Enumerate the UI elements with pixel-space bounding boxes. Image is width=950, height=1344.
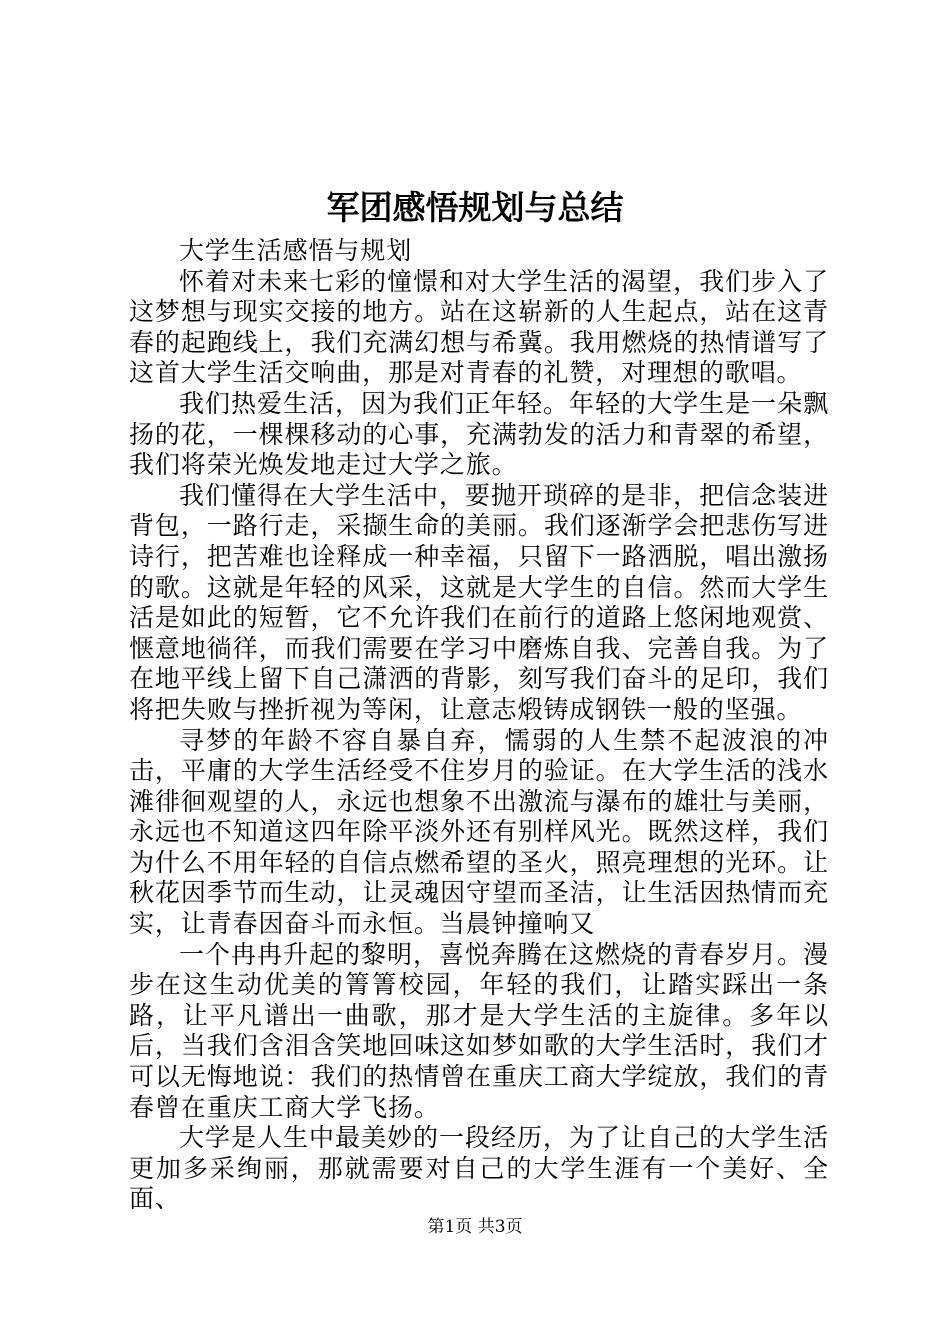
document-body bbox=[129, 236, 829, 1215]
body-paragraph: 大学是人生中最美妙的一段经历，为了让自己的大学生活更加多采绚丽，那就需要对自己的大学生涯有一个美好、全面、 bbox=[129, 1123, 829, 1214]
body-paragraph: 一个冉冉升起的黎明，喜悦奔腾在这燃烧的青春岁月。漫步在这生动优美的箐箐校园，年轻的我们，让踏实踩出一条路，让平凡谱出一曲歌，那才是大学生活的主旋律。多年以后，当我们含泪含笑地回味这如梦如歌的大学生活时，我们才可以无悔地说：我们的热情曾在重庆工商大学绽放，我们的青春曾在重庆工商大学飞扬。 bbox=[129, 939, 829, 1122]
body-paragraph: 寻梦的年龄不容自暴自弃，懦弱的人生禁不起波浪的冲击，平庸的大学生活经受不住岁月的验证。在大学生活的浅水滩徘徊观望的人，永远也想象不出激流与瀑布的雄壮与美丽，永远也不知道这四年除平淡外还有别样风光。既然这样，我们为什么不用年轻的自信点燃希望的圣火，照亮理想的光环。让秋花因季节而生动，让灵魂因守望而圣洁，让生活因热情而充实，让青春因奋斗而永恒。当晨钟撞响又 bbox=[129, 725, 829, 939]
body-paragraph: 怀着对未来七彩的憧憬和对大学生活的渴望，我们步入了这梦想与现实交接的地方。站在这崭新的人生起点，站在这青春的起跑线上，我们充满幻想与希冀。我用燃烧的热情谱写了这首大学生活交响曲，那是对青春的礼赞，对理想的歌唱。 bbox=[129, 266, 829, 388]
subtitle-paragraph: 大学生活感悟与规划 bbox=[179, 236, 413, 265]
page-footer: 第1页 共3页 bbox=[427, 1217, 523, 1237]
body-paragraph: 我们热爱生活，因为我们正年轻。年轻的大学生是一朵飘扬的花，一棵棵移动的心事，充满勃发的活力和青翠的希望，我们将荣光焕发地走过大学之旅。 bbox=[129, 388, 829, 480]
page-title: 军团感悟规划与总结 bbox=[326, 188, 624, 227]
body-paragraph: 我们懂得在大学生活中，要抛开琐碎的是非，把信念装进背包，一路行走，采撷生命的美丽。我们逐渐学会把悲伤写进诗行，把苦难也诠释成一种幸福，只留下一路洒脱，唱出激扬的歌。这就是年轻的风采，这就是大学生的自信。然而大学生活是如此的短暂，它不允许我们在前行的道路上悠闲地观赏、惬意地徜徉，而我们需要在学习中磨炼自我、完善自我。为了在地平线上留下自己潇洒的背影，刻写我们奋斗的足印，我们将把失败与挫折视为等闲，让意志煅铸成钢铁一般的坚强。 bbox=[129, 480, 829, 724]
